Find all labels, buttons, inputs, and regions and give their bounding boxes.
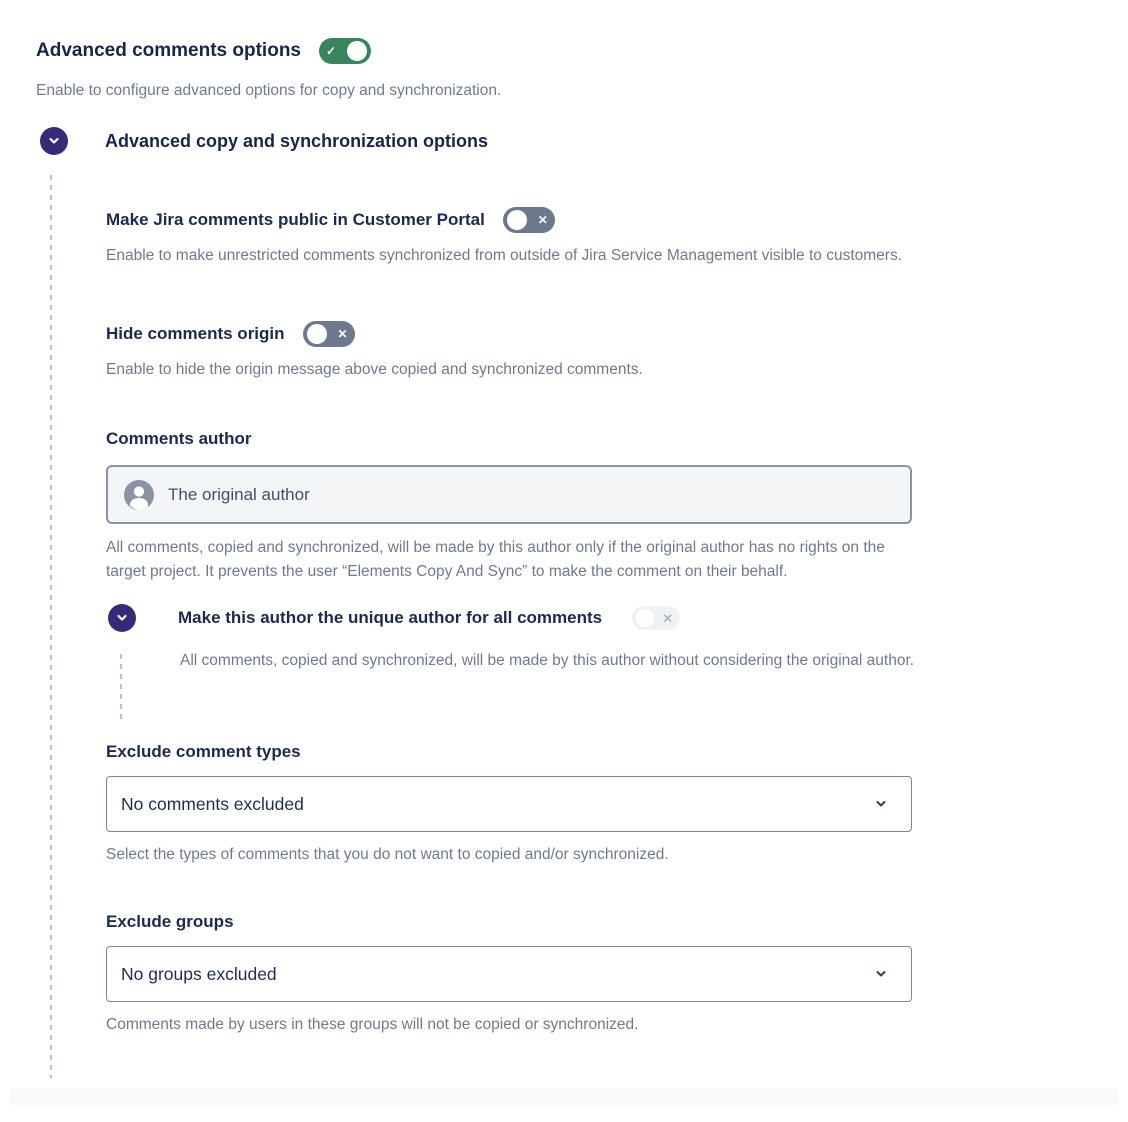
toggle-knob — [307, 324, 327, 344]
chevron-down-icon — [873, 796, 889, 812]
section-header — [36, 127, 1092, 155]
page-title: Advanced comments options — [36, 40, 301, 61]
comments-author-description: All comments, copied and synchronized, will be made by this author only if the original author has no rights on the target project. It prevents the user “Elements Copy And Sync” to make the comment on their behalf. — [106, 539, 885, 580]
collapse-subsection-button[interactable] — [108, 604, 136, 632]
unique-author-toggle — [632, 606, 680, 630]
unique-author-description: All comments, copied and synchronized, will be made by this author without considering the original author. — [180, 652, 915, 669]
comments-author-label: Comments author — [106, 429, 252, 448]
hide-origin-description: Enable to hide the origin message above copied and synchronized comments. — [106, 361, 643, 378]
exclude-comment-types-label: Exclude comment types — [106, 742, 301, 761]
hide-origin-label: Hide comments origin — [106, 324, 285, 343]
subsection-guide-line — [120, 654, 122, 723]
public-portal-label: Make Jira comments public in Customer Portal — [106, 210, 485, 229]
collapse-section-button[interactable] — [40, 127, 68, 155]
exclude-groups-value: No groups excluded — [121, 963, 277, 984]
toggle-knob — [347, 41, 367, 61]
exclude-comment-types-value: No comments excluded — [121, 793, 304, 814]
check-icon: ✓ — [326, 44, 337, 58]
hide-origin-toggle[interactable] — [303, 321, 355, 347]
hide-origin-label-row — [106, 321, 1092, 347]
page-description: Enable to configure advanced options for copy and synchronization. — [36, 82, 502, 99]
field-unique-author — [108, 604, 1092, 673]
chevron-down-icon — [873, 966, 889, 982]
exclude-groups-help: Comments made by users in these groups will not be copied or synchronized. — [106, 1016, 639, 1033]
section-title: Advanced copy and synchronization options — [105, 131, 489, 151]
advanced-comments-toggle[interactable] — [319, 38, 371, 64]
field-comments-author — [106, 427, 1092, 584]
cross-icon: ✕ — [662, 610, 674, 626]
exclude-groups-label: Exclude groups — [106, 912, 234, 931]
field-public-portal — [106, 207, 1092, 268]
page-header — [36, 38, 1092, 64]
cross-icon: ✕ — [537, 213, 548, 227]
exclude-comment-types-select[interactable] — [106, 776, 912, 832]
unique-author-label: Make this author the unique author for all comments — [178, 608, 603, 627]
chevron-down-icon — [47, 134, 61, 148]
public-portal-toggle[interactable] — [503, 207, 555, 233]
field-exclude-comment-types — [106, 740, 1092, 867]
exclude-comment-types-help: Select the types of comments that you do not want to copied and/or synchronized. — [106, 846, 669, 863]
cross-icon: ✕ — [337, 327, 348, 341]
comments-author-field[interactable] — [106, 465, 912, 524]
field-exclude-groups — [106, 910, 1092, 1037]
chevron-down-icon — [115, 611, 129, 625]
toggle-knob — [636, 609, 654, 627]
footer-divider — [10, 1088, 1118, 1105]
exclude-groups-select[interactable] — [106, 946, 912, 1002]
field-hide-origin — [106, 321, 1092, 382]
person-avatar-icon — [124, 480, 154, 510]
section-guide-line — [50, 175, 52, 1078]
toggle-knob — [507, 210, 527, 230]
public-portal-description: Enable to make unrestricted comments synchronized from outside of Jira Service Management visible to customers. — [106, 247, 903, 264]
unique-author-row — [108, 604, 1092, 632]
public-portal-label-row — [106, 207, 1092, 233]
comments-author-value: The original author — [168, 484, 310, 504]
section-body — [106, 207, 1092, 1037]
